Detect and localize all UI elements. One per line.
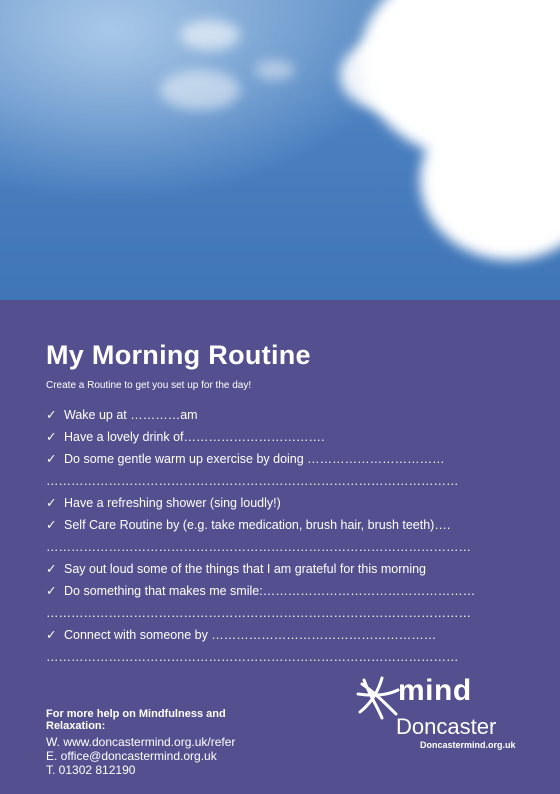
list-item-text: Wake up at …………am <box>64 408 198 422</box>
list-item-text: Self Care Routine by (e.g. take medication, brush hair, brush teeth)…. <box>64 518 451 532</box>
check-icon: ✓ <box>46 518 57 532</box>
list-item <box>46 448 516 470</box>
logo-town-text: Doncaster <box>396 714 497 739</box>
cloud-shape <box>160 70 240 110</box>
list-item-text: Say out loud some of the things that I am grateful for this morning <box>64 562 426 576</box>
list-item <box>46 470 516 492</box>
list-item-text: Have a lovely drink of……………………………. <box>64 430 325 444</box>
mind-doncaster-logo <box>356 674 526 764</box>
list-item <box>46 624 516 646</box>
email-link[interactable]: E. office@doncastermind.org.uk <box>46 749 217 763</box>
check-icon: ✓ <box>46 562 57 576</box>
fill-in-line: ……………………………………………………………………………………… <box>46 474 459 488</box>
check-icon: ✓ <box>46 408 57 422</box>
fill-in-line: ………………………………………………………………………………………… <box>46 606 471 620</box>
phone-number: T. 01302 812190 <box>46 763 136 777</box>
page-title: My Morning Routine <box>46 340 311 370</box>
check-icon: ✓ <box>46 452 57 466</box>
page-subtitle: Create a Routine to get you set up for the day! <box>46 380 252 391</box>
list-item <box>46 514 516 536</box>
cloud-shape <box>255 60 295 80</box>
contact-details <box>46 735 235 777</box>
logo-url-text: Doncastermind.org.uk <box>420 740 516 750</box>
check-icon: ✓ <box>46 584 57 598</box>
help-heading: For more help on Mindfulness and Relaxation: <box>46 708 226 732</box>
routine-panel <box>0 300 560 794</box>
check-icon: ✓ <box>46 430 57 444</box>
fill-in-line: ……………………………………………………………………………………… <box>46 650 459 664</box>
check-icon: ✓ <box>46 496 57 510</box>
list-item <box>46 492 516 514</box>
cloud-shape <box>340 40 430 110</box>
list-item <box>46 404 516 426</box>
list-item <box>46 602 516 624</box>
routine-list <box>46 404 516 668</box>
list-item-text: Connect with someone by ……………………………………………… <box>64 628 437 642</box>
fill-in-line: ………………………………………………………………………………………… <box>46 540 471 554</box>
list-item <box>46 646 516 668</box>
cloud-shape <box>180 20 240 50</box>
list-item <box>46 426 516 448</box>
list-item <box>46 558 516 580</box>
sky-photo <box>0 0 560 300</box>
list-item-text: Have a refreshing shower (sing loudly!) <box>64 496 281 510</box>
list-item <box>46 536 516 558</box>
check-icon: ✓ <box>46 628 57 642</box>
list-item-text: Do some gentle warm up exercise by doing …………………………… <box>64 452 445 466</box>
list-item-text: Do something that makes me smile:…………………………………………… <box>64 584 476 598</box>
list-item <box>46 580 516 602</box>
website-link[interactable]: W. www.doncastermind.org.uk/refer <box>46 735 236 749</box>
logo-mind-text: mind <box>398 674 472 707</box>
